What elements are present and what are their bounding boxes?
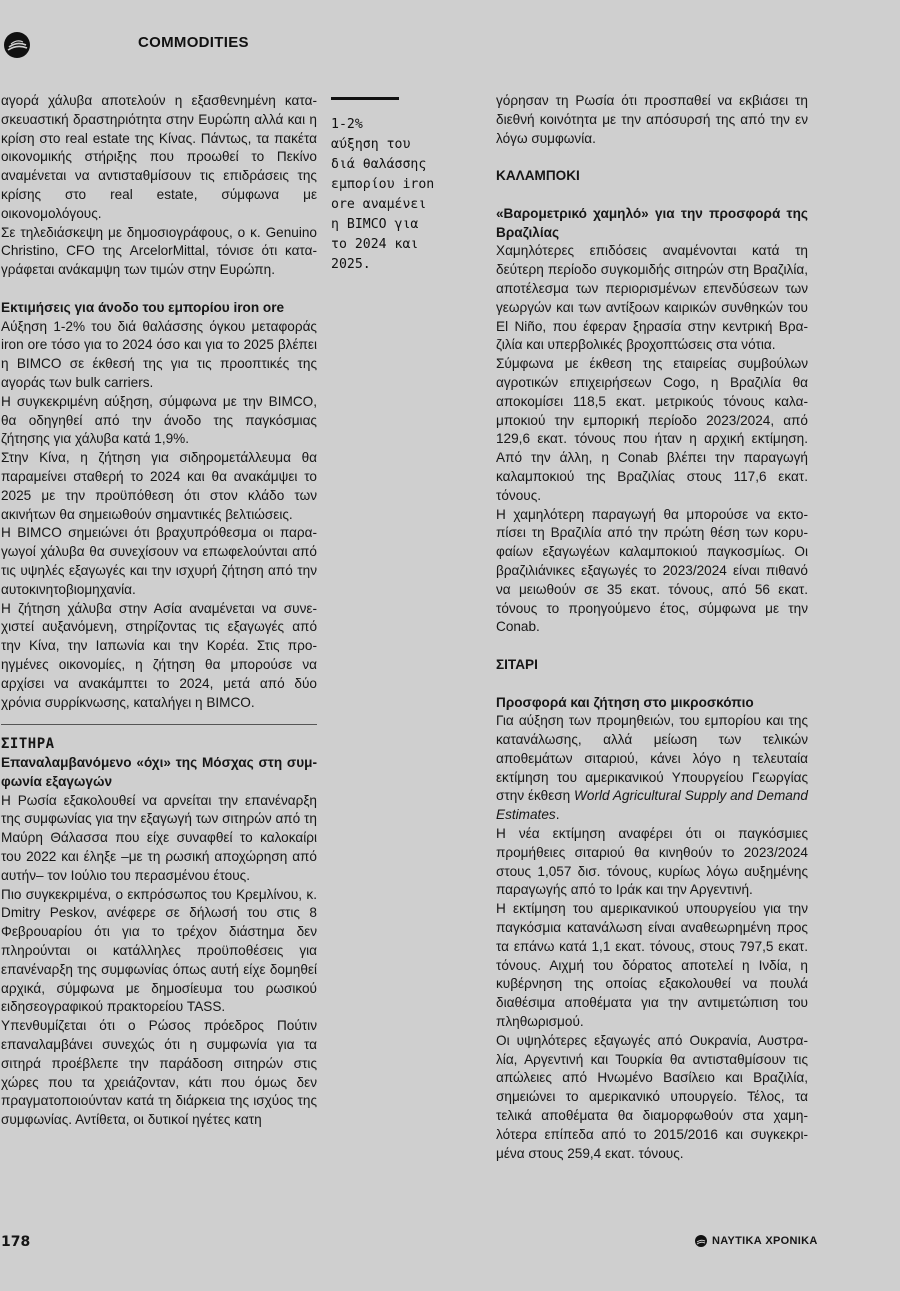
report-title: World Agricultural Supply and Demand Estimates — [496, 788, 808, 823]
pullquote: 1-2% αύξηση του διά θαλάσσης εμπορίου iron ore αναμένει η BIMCO για το 2024 και 2025. — [331, 117, 435, 272]
paragraph: Η νέα εκτίμηση αναφέρει ότι οι παγκόσμιες προμήθειες σιταριού θα κινηθούν το 2023/2024 στους 1,057 δισ. τόνους, κυρίως λόγω αυξημένης παραγωγής από το Ιράκ και την Αργεντινή. — [496, 826, 808, 898]
section-heading: ΣΙΤΗΡΑ — [1, 736, 55, 753]
column-right — [496, 92, 808, 1163]
paragraph: Σε τηλεδιάσκεψη με δημοσιογράφους, ο κ. Genuino Christino, CFO της ArcelorMittal, τόνισε ότι καταγράφεται ανάκαμψη των τιμών στην Ευρώπη. — [1, 224, 317, 278]
paragraph: Η χαμηλότερη παραγωγή θα μπορούσε να εκτοπίσει τη Βραζιλία από την πρώτη θέση των κορυφαίων εξαγωγέων καλαμποκιού παγκοσμίως. Οι βραζιλιάνικες εξαγωγές το 2023/2024 είναι πιθανό να μειωθούν σε 35 εκατ. τόνους, από 56 εκατ. τόνους το προηγούμενο έτος, σύμφωνα με την Conab. — [496, 506, 808, 635]
paragraph: γόρησαν τη Ρωσία ότι προσπαθεί να εκβιάσει τη διεθνή κοινότητα με την απόσυρσή της από την εν λόγω συμφωνία. — [496, 93, 808, 146]
section-heading: ΣΙΤΑΡΙ — [496, 656, 538, 672]
ship-wave-icon — [4, 32, 30, 58]
subheading: Προσφορά και ζήτηση στο μικροσκόπιο — [496, 694, 754, 710]
paragraph-text: . — [555, 807, 560, 823]
paragraph-text: Για αύξηση των προμηθειών, του εμπορίου και της κατανάλωσης, αλλά μείωση των τελικών αποθεμάτων σιταριού, κάνει λόγο η τελευταία εκτίμηση του αμερικανικού Υπουργείου Γεωργίας στην έκθεση — [496, 713, 808, 804]
paragraph: Στην Κίνα, η ζήτηση για σιδηρομετάλλευμα θα παραμείνει σταθερή το 2024 και θα ανακάμψει το 2025 με την προϋπόθεση ότι στον κλάδο των ακινήτων θα σημειωθούν σημαντικές βελτιώσεις. — [1, 450, 317, 522]
paragraph: Χαμηλότερες επιδόσεις αναμένονται κατά τη δεύτερη περίοδο συγκομιδής σιτηρών στη Βραζιλία, αποτέλεσμα των περιορισμένων επενδύσεων των γεωργών και των αντίξοων καιρικών συνθηκών του El Niño, που έφεραν ξηρασία στην κεντρική Βραζιλία και υπερβολικές βροχοπτώσεις στα νότια. — [496, 243, 808, 353]
pullquote-column — [331, 97, 457, 275]
page-number: 178 — [1, 1234, 31, 1250]
paragraph: Η Ρωσία εξακολουθεί να αρνείται την επανέναρξη της συμφωνίας για την εξαγωγή των σιτηρών από τη Μαύρη Θάλασσα που είχε συναφθεί το καλοκαίρι του 2022 και έληξε –με τη ρωσική αποχώρηση από αυτήν– τον Ιούλιο του περασμένου έτους. — [1, 792, 317, 883]
paragraph: Η συγκεκριμένη αύξηση, σύμφωνα με την BIMCO, θα οδηγηθεί από την άνοδο της παγκόσμιας ζήτησης για χάλυβα κατά 1,9%. — [1, 393, 317, 447]
subheading: Εκτιμήσεις για άνοδο του εμπορίου iron ore — [1, 299, 285, 315]
paragraph: Αύξηση 1-2% του διά θαλάσσης όγκου μεταφοράς iron ore τόσο για το 2024 όσο και για το 2025 βλέπει η BIMCO σε έκθεσή της για τις προοπτικές της αγοράς των bulk carriers. — [1, 318, 317, 390]
subheading: «Βαρομετρικό χαμηλό» για την προσφορά της Βραζιλίας — [496, 205, 808, 240]
column-left — [1, 92, 317, 1130]
page-header — [0, 0, 900, 80]
paragraph: Οι υψηλότερες εξαγωγές από Ουκρανία, Αυστραλία, Αργεντινή και Τουρκία θα αντισταθμίσουν τις απώλειες από Ηνωμένο Βασίλειο και Βραζιλία, σημειώνει το αμερικανικό υπουργείο. Τέλος, τα τελικά αποθέματα θα διαμορφωθούν στα χαμηλότερα επίπεδα από το 2015/2016 και συγκεκριμένα στους 259,4 εκατ. τόνους. — [496, 1032, 808, 1161]
paragraph: Πιο συγκεκριμένα, ο εκπρόσωπος του Κρεμλίνου, κ. Dmitry Peskov, ανέφερε σε δήλωσή του στις 8 Φεβρουαρίου ότι για το τρέχον διάστημα δεν πληρούνται οι κατάλληλες προϋποθέσεις για επανέναρξη της συμφωνίας όπως αυτή είχε δομηθεί αρχικά, σύμφωνα με δημοσίευμα του ρωσικού ειδησεογραφικού πρακτορείου TASS. — [1, 886, 317, 1015]
paragraph: Σύμφωνα με έκθεση της εταιρείας συμβούλων αγροτικών επιχειρήσεων Cogo, η Βραζιλία θα αποκομίσει 118,5 εκατ. μετρικούς τόνους καλαμποκιού την εμπορική περίοδο 2023/2024, από 129,6 εκατ. τόνους που ήταν η αρχική εκτίμηση. Από την άλλη, η Conab βλέπει την παραγωγή καλαμποκιού της Βραζιλίας στους 117,6 εκατ. τόνους. — [496, 356, 808, 503]
divider — [1, 724, 317, 725]
paragraph: Η BIMCO σημειώνει ότι βραχυπρόθεσμα οι παραγωγοί χάλυβα θα συνεχίσουν να επωφελούνται από τις υψηλές εξαγωγές και την ισχυρή ζήτηση από την αυτοκινητοβιομηχανία. — [1, 525, 317, 597]
section-heading: ΚΑΛΑΜΠΟΚΙ — [496, 168, 580, 184]
paragraph: αγορά χάλυβα αποτελούν η εξασθενημένη κατασκευαστική δραστηριότητα στην Ευρώπη αλλά και η κρίση στο real estate της Κίνας. Πάντως, τα πακέτα οικονομικής στήριξης που προωθεί το Πεκίνο αναμένεται να αντισταθμίσουν τις επιδράσεις της κρίσης στο real estate, σύμφωνα με οικονομολόγους. — [1, 93, 317, 221]
pullquote-rule — [331, 97, 399, 100]
brand-name: ΝΑΥΤΙΚΑ ΧΡΟΝΙΚΑ — [712, 1235, 818, 1247]
paragraph: Η ζήτηση χάλυβα στην Ασία αναμένεται να συνεχιστεί αυξανόμενη, στηρίζοντας τις εξαγωγές από την Κίνα, την Ιαπωνία και την Κορέα. Στις προηγμένες οικονομίες, η ζήτηση θα μπορούσε να αρχίσει να ανακάμπτει το 2024, μετά από δύο χρόνια συρρίκνωσης, καταλήγει η BIMCO. — [1, 600, 317, 710]
section-title: COMMODITIES — [138, 34, 249, 51]
ship-wave-icon — [695, 1235, 707, 1247]
footer-brand — [695, 1235, 818, 1247]
paragraph — [496, 712, 808, 825]
paragraph: Υπενθυμίζεται ότι ο Ρώσος πρόεδρος Πούτιν επαναλαμβάνει συνεχώς ότι η συμφωνία για τα σιτηρά προέβλεπε την παράδοση σιτηρών στις χώρες που τα χρειάζονταν, κάτι που όμως δεν πραγματοποιούνταν κατά τη διάρκεια της ισχύος της συμφωνίας. Αντίθετα, οι δυτικοί ηγέτες κατη — [1, 1018, 317, 1128]
paragraph: Η εκτίμηση του αμερικανικού υπουργείου για την παγκόσμια κατανάλωση είναι αναθεωρημένη προς τα επάνω κατά 1,1 εκατ. τόνους, στους 797,5 εκατ. τόνους. Αιχμή του δόρατος αποτελεί η Ινδία, η κυβέρνηση της οποίας εξακολουθεί να πουλά διαθέσιμα αποθέματα για την αντιμετώπιση του πληθωρισμού. — [496, 901, 808, 1030]
subheading: Επαναλαμβανόμενο «όχι» της Μόσχας στη συμφωνία εξαγωγών — [1, 755, 317, 789]
